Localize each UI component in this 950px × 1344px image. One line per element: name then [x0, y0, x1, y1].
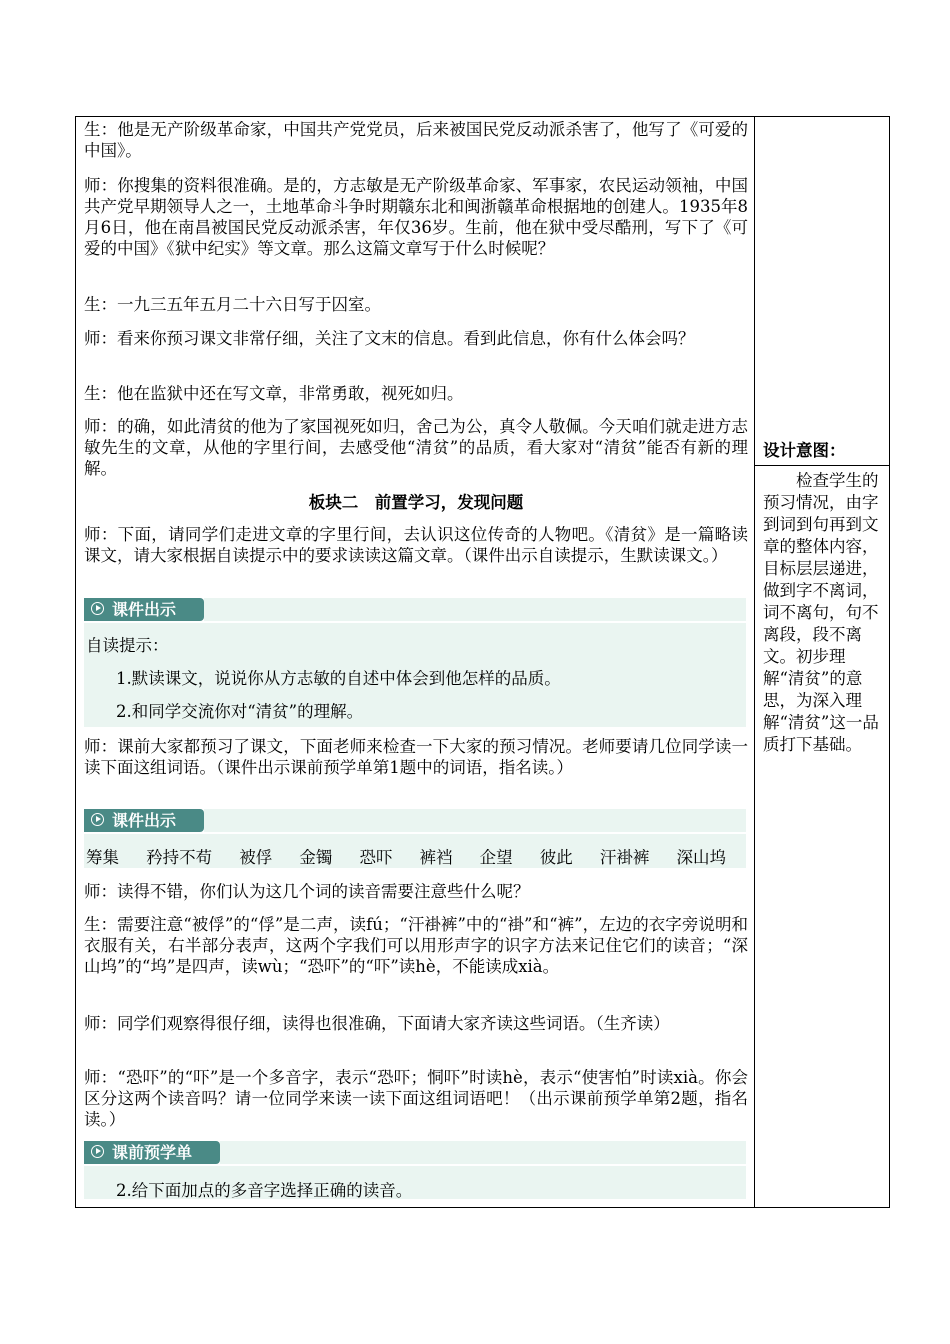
word-list-box — [84, 834, 746, 868]
preview-sheet-tag — [84, 1141, 220, 1164]
play-icon — [91, 602, 104, 615]
word-item: 恐吓 — [359, 848, 393, 867]
design-intent-title: 设计意图： — [763, 441, 846, 460]
preview-sheet-tag-label: 课前预学单 — [112, 1143, 193, 1162]
word-item: 矜持不苟 — [146, 848, 213, 867]
dialogue-paragraph: 生：一九三五年五月二十六日写于囚室。 — [84, 295, 381, 314]
courseware-tag — [84, 809, 204, 832]
play-icon — [91, 1145, 104, 1158]
word-item: 深山坞 — [676, 848, 726, 867]
word-list — [86, 847, 726, 868]
play-icon — [91, 813, 104, 826]
word-item: 被俘 — [239, 848, 273, 867]
courseware-strip — [204, 598, 746, 621]
word-item: 裤裆 — [419, 848, 453, 867]
box-item: 2.和同学交流你对“清贫”的理解。 — [116, 702, 364, 721]
word-item: 汗褂裤 — [599, 848, 650, 867]
box-item: 2.给下面加点的多音字选择正确的读音。 — [116, 1181, 413, 1200]
word-item: 筹集 — [86, 848, 119, 867]
dialogue-paragraph: 师：同学们观察得很仔细，读得也很准确，下面请大家齐读这些词语。（生齐读） — [84, 1014, 670, 1033]
dialogue-paragraph: 师：“恐吓”的“吓”是一个多音字，表示“恐吓；恫吓”时读hè，表示“使害怕”时读xià。你会区分这两个读音吗？请一位同学来读一读下面这组词语吧！（出示课前预学单第2题，指名读。） — [84, 1068, 748, 1129]
column-divider — [754, 116, 755, 1208]
dialogue-paragraph: 师：课前大家都预习了课文，下面老师来检查一下大家的预习情况。老师要请几位同学读一读下面这组词语。（课件出示课前预学单第1题中的词语，指名读。） — [84, 737, 748, 777]
section-title: 板块二 前置学习，发现问题 — [308, 493, 524, 512]
word-item: 彼此 — [539, 848, 573, 867]
dialogue-paragraph: 师：的确，如此清贫的他为了家国视死如归，舍己为公，真令人敬佩。今天咱们就走进方志敏先生的文章，从他的字里行间，去感受他“清贫”的品质，看大家对“清贫”能否有新的理解。 — [84, 417, 748, 478]
dialogue-paragraph: 师：你搜集的资料很准确。是的，方志敏是无产阶级革命家、军事家，农民运动领袖，中国共产党早期领导人之一，土地革命斗争时期赣东北和闽浙赣革命根据地的创建人。1935年8月6日，他在南昌被国民党反动派杀害，年仅36岁。生前，他在狱中受尽酷刑，写下了《可爱的中国》《狱中纪实》等文章。那么这篇文章写于什么时候呢？ — [84, 176, 748, 258]
word-item: 金镯 — [299, 848, 333, 867]
dialogue-paragraph: 生：需要注意“被俘”的“俘”是二声，读fú；“汗褂裤”中的“褂”和“裤”，左边的衣字旁说明和衣服有关，右半部分表声，这两个字我们可以用形声字的识字方法来记住它们的读音；“深山坞”的“坞”是四声，读wù；“恐吓”的“吓”读hè，不能读成xià。 — [84, 915, 748, 976]
dialogue-paragraph: 师：看来你预习课文非常仔细，关注了文末的信息。看到此信息，你有什么体会吗？ — [84, 329, 695, 348]
word-item: 企望 — [479, 848, 513, 867]
courseware-strip — [204, 809, 746, 832]
preview-sheet-box — [84, 1166, 746, 1199]
courseware-tag-label: 课件出示 — [112, 600, 177, 619]
courseware-tag — [84, 598, 204, 621]
dialogue-paragraph: 生：他是无产阶级革命家，中国共产党党员，后来被国民党反动派杀害了，他写了《可爱的中国》。 — [84, 120, 748, 160]
dialogue-paragraph: 生：他在监狱中还在写文章，非常勇敢，视死如归。 — [84, 384, 464, 403]
design-intent-body: 检查学生的预习情况，由字到词到句再到文章的整体内容，目标层层递进，做到字不离词，词不离句，句不离段，段不离文。初步理解“清贫”的意思，为深入理解“清贫”这一品质打下基础。 — [763, 471, 879, 754]
box-heading: 自读提示： — [86, 636, 169, 655]
side-cell-divider — [755, 465, 889, 466]
dialogue-paragraph: 师：下面，请同学们走进文章的字里行间，去认识这位传奇的人物吧。《清贫》是一篇略读课文，请大家根据自读提示中的要求读读这篇文章。（课件出示自读提示，生默读课文。） — [84, 525, 748, 565]
self-reading-box — [84, 623, 746, 727]
box-item: 1.默读课文，说说你从方志敏的自述中体会到他怎样的品质。 — [116, 669, 561, 688]
dialogue-paragraph: 师：读得不错，你们认为这几个词的读音需要注意些什么呢？ — [84, 882, 530, 901]
preview-sheet-strip — [220, 1141, 746, 1164]
courseware-tag-label: 课件出示 — [112, 811, 177, 830]
